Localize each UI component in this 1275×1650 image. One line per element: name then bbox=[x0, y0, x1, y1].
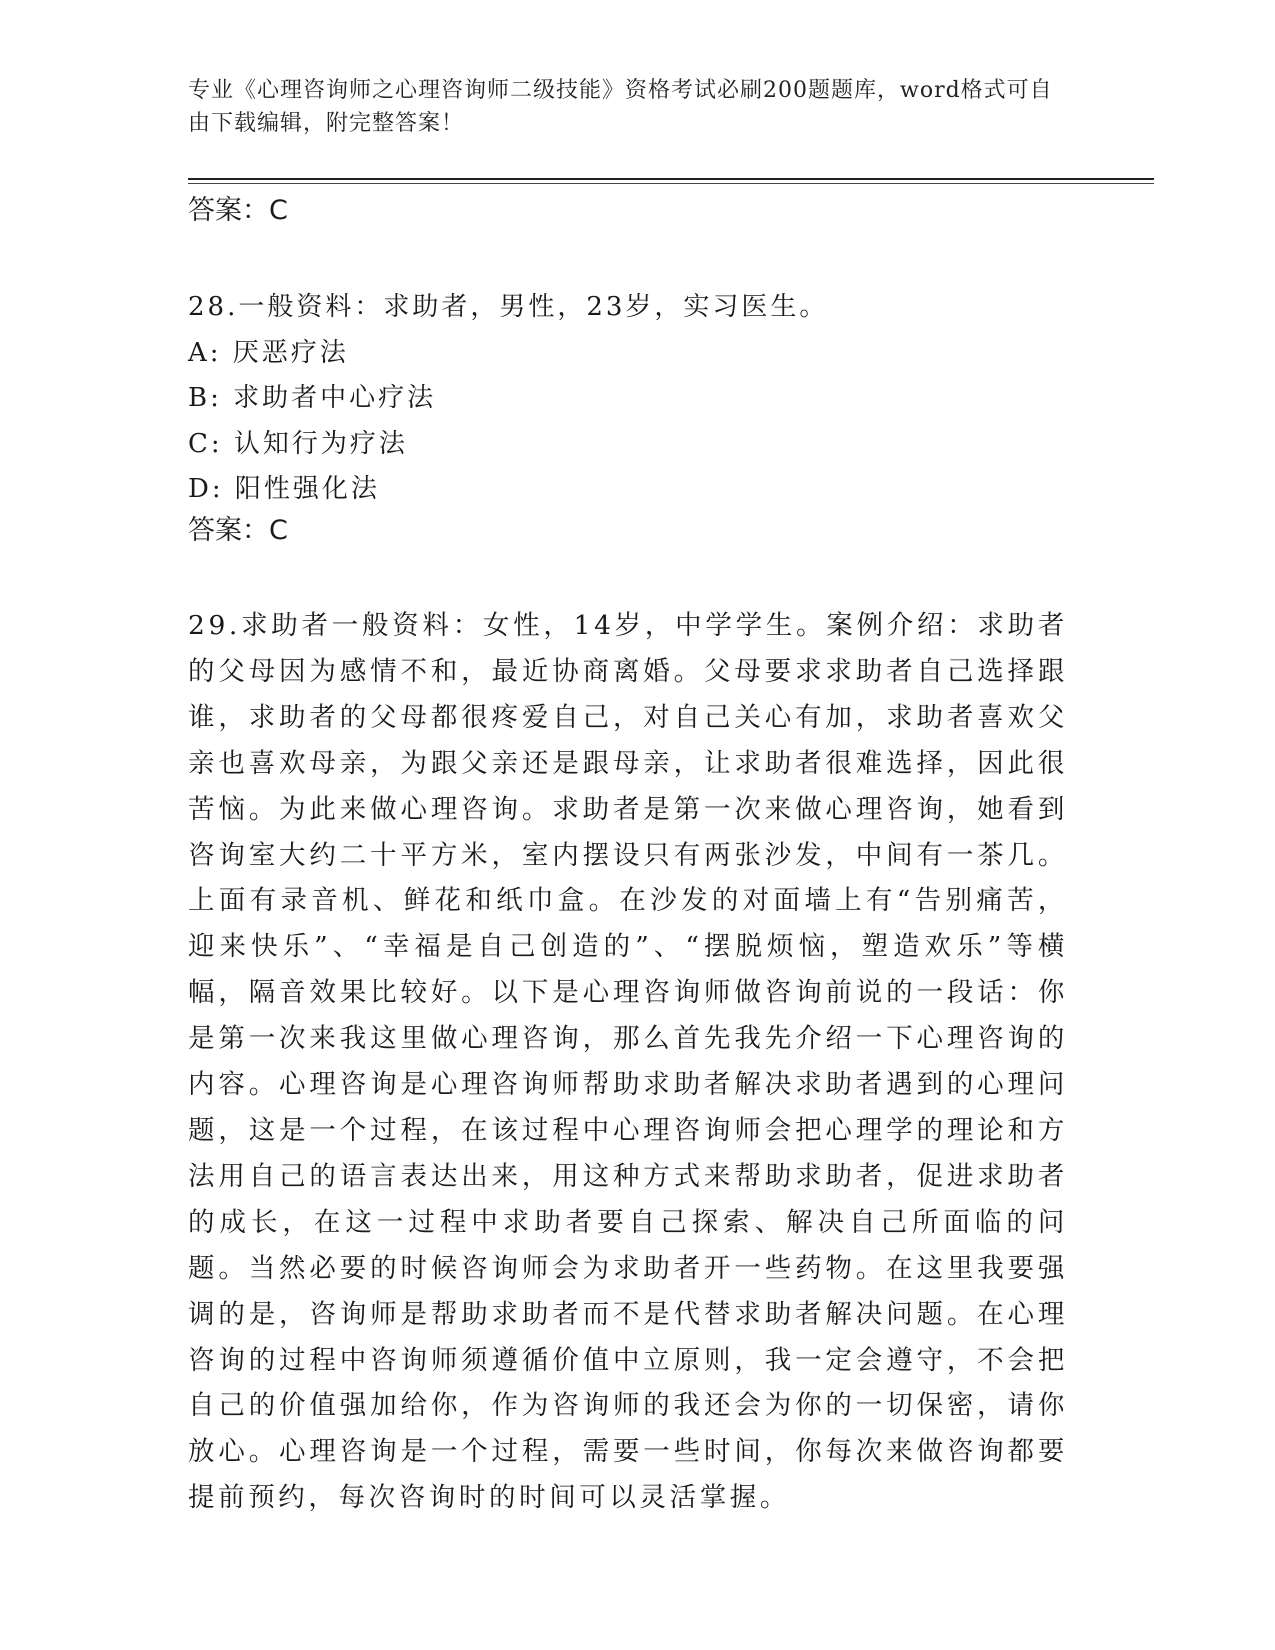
header-divider-thick bbox=[188, 178, 1154, 180]
question-28-option-c: C: 认知行为疗法 bbox=[188, 428, 408, 459]
question-28-option-d: D: 阳性强化法 bbox=[188, 474, 380, 504]
question-28-option-b: B: 求助者中心疗法 bbox=[188, 383, 437, 413]
document-header: 专业《心理咨询师之心理咨询师二级技能》资格考试必刷200题题库，word格式可自由下载编辑，附完整答案！ bbox=[188, 78, 1053, 136]
question-28-option-a: A: 厌恶疗法 bbox=[188, 337, 349, 368]
previous-answer: 答案：C bbox=[188, 195, 288, 226]
question-28-stem: 28.一般资料：求助者，男性，23岁，实习医生。 bbox=[188, 292, 829, 322]
question-28-answer: 答案：C bbox=[188, 515, 288, 546]
header-divider-thin bbox=[188, 183, 1154, 184]
question-28 bbox=[188, 285, 1088, 513]
question-29-stem: 29.求助者一般资料：女性，14岁，中学学生。案例介绍：求助者的父母因为感情不和，最近协商离婚。父母要求求助者自己选择跟谁，求助者的父母都很疼爱自己，对自己关心有加，求助者喜欢父亲也喜欢母亲，为跟父亲还是跟母亲，让求助者很难选择，因此很苦恼。为此来做心理咨询。求助者是第一次来做心理咨询，她看到咨询室大约二十平方米，室内摆设只有两张沙发，中间有一茶几。上面有录音机、鲜花和纸巾盒。在沙发的对面墙上有“告别痛苦，迎来快乐”、“幸福是自己创造的”、“摆脱烦恼，塑造欢乐”等横幅，隔音效果比较好。以下是心理咨询师做咨询前说的一段话：你是第一次来我这里做心理咨询，那么首先我先介绍一下心理咨询的内容。心理咨询是心理咨询师帮助求助者解决求助者遇到的心理问题，这是一个过程，在该过程中心理咨询师会把心理学的理论和方法用自己的语言表达出来，用这种方式来帮助求助者，促进求助者的成长，在这一过程中求助者要自己探索、解决自己所面临的问题。当然必要的时候咨询师会为求助者开一些药物。在这里我要强调的是，咨询师是帮助求助者而不是代替求助者解决问题。在心理咨询的过程中咨询师须遵循价值中立原则，我一定会遵守，不会把自己的价值强加给你，作为咨询师的我还会为你的一切保密，请你放心。心理咨询是一个过程，需要一些时间，你每次来做咨询都要提前预约，每次咨询时的时间可以灵活掌握。 bbox=[188, 610, 1068, 1514]
